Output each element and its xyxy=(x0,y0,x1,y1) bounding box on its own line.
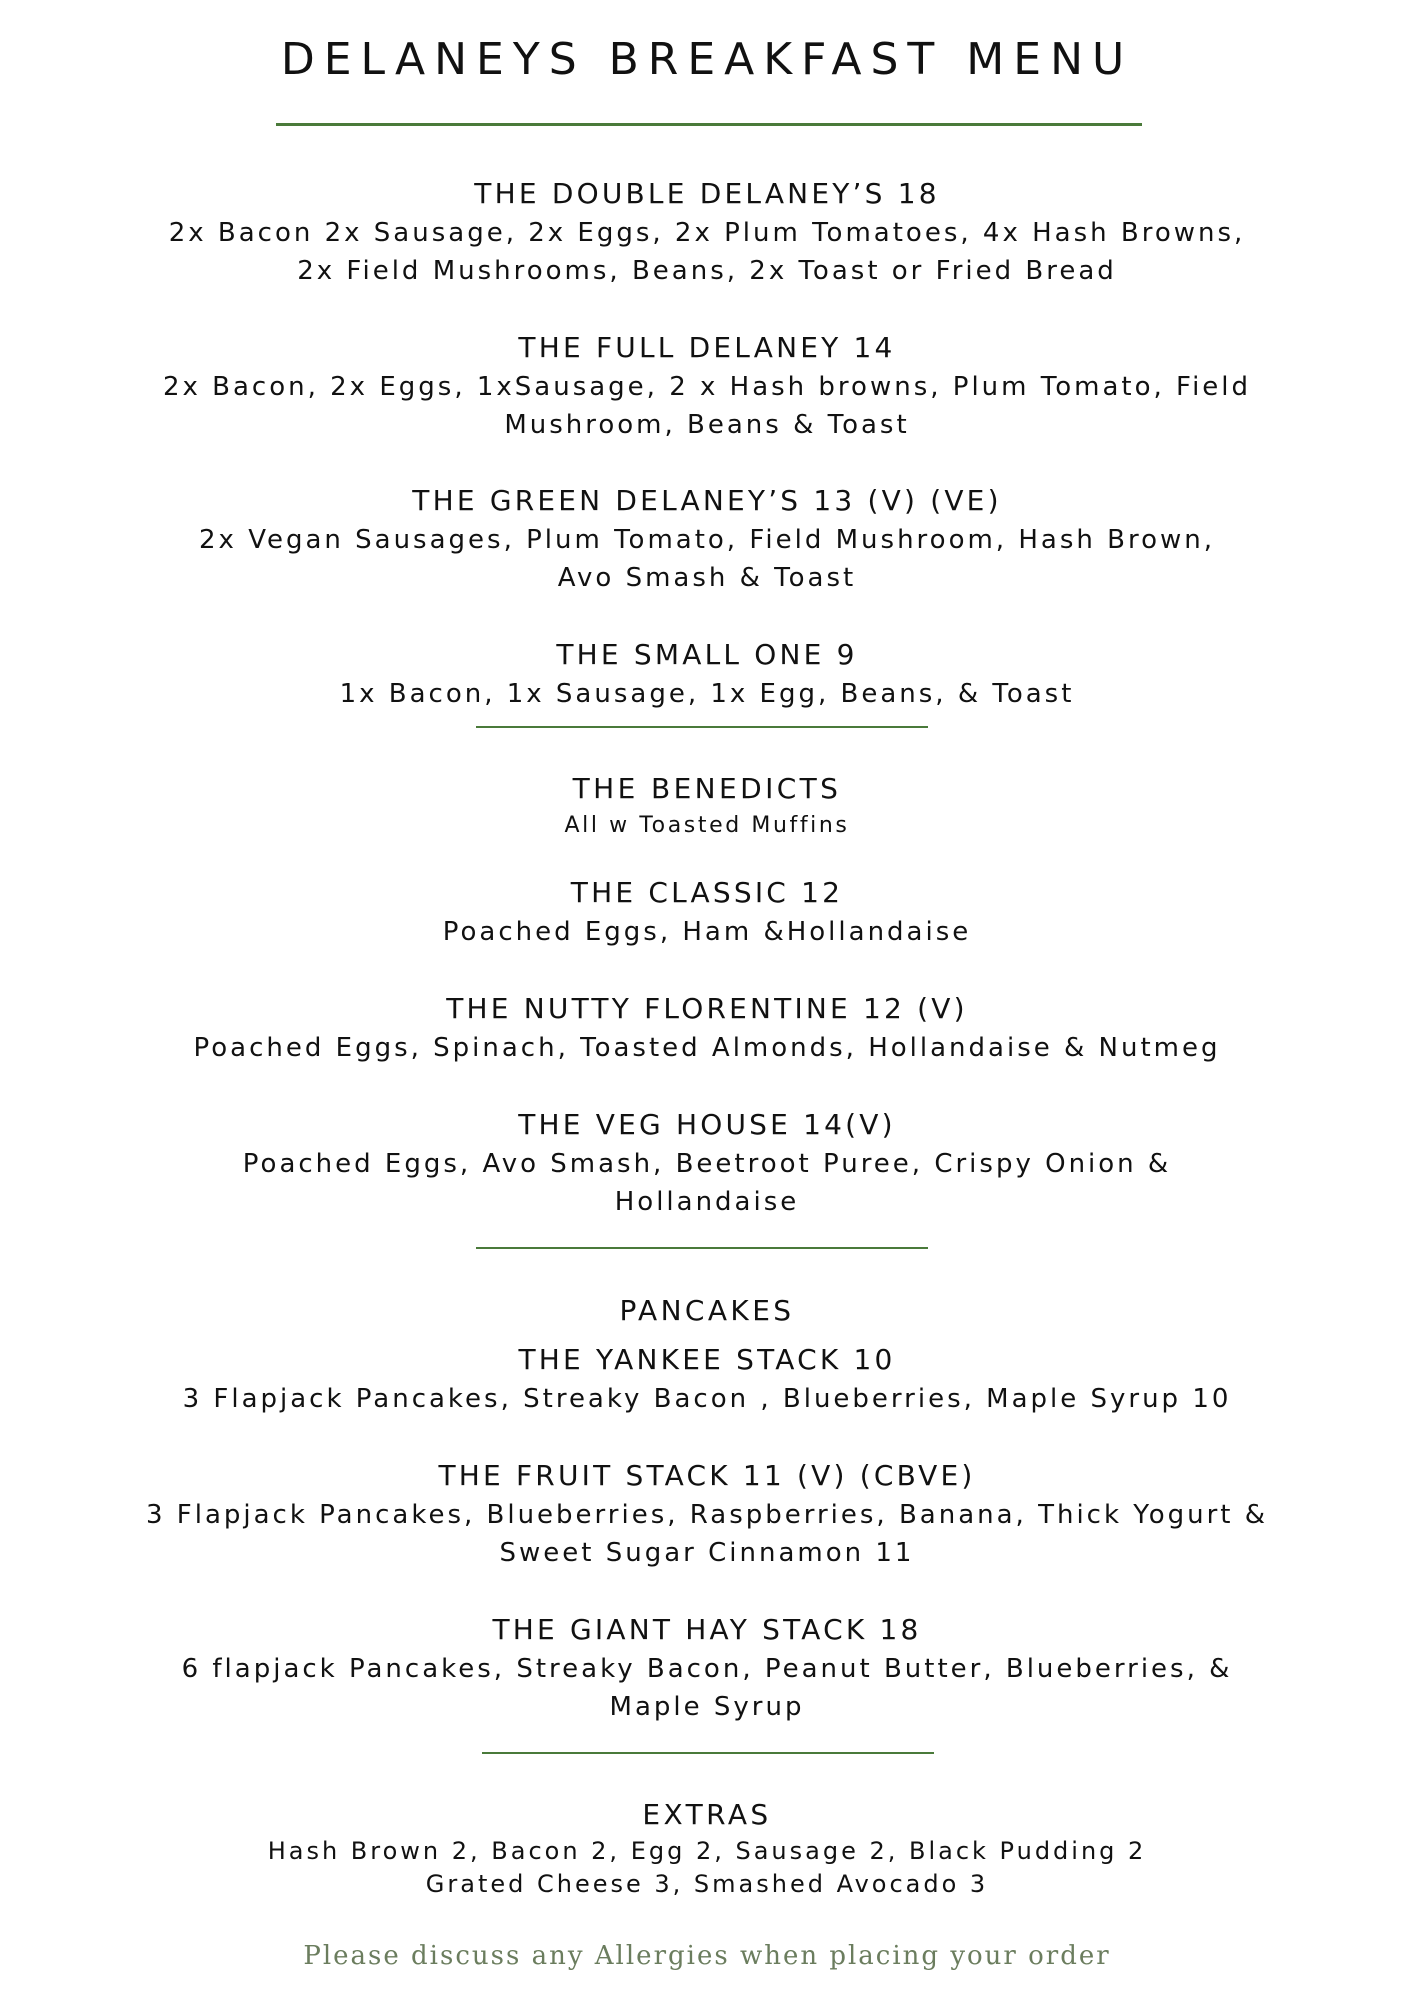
menu-item-name: THE DOUBLE DELANEY’S 18 xyxy=(474,177,940,210)
menu-item-description: 6 flapjack Pancakes, Streaky Bacon, Peanut Butter, Blueberries, & xyxy=(181,1654,1233,1684)
menu-item-description: Sweet Sugar Cinnamon 11 xyxy=(499,1538,915,1568)
menu-item-description: 2x Field Mushrooms, Beans, 2x Toast or Fried Bread xyxy=(297,256,1117,286)
menu-item-description: Hollandaise xyxy=(614,1187,800,1217)
menu-item-name: THE GREEN DELANEY’S 13 (V) (VE) xyxy=(412,484,1002,517)
extras-heading: EXTRAS xyxy=(642,1798,772,1831)
menu-item-description: 3 Flapjack Pancakes, Blueberries, Raspberries, Banana, Thick Yogurt & xyxy=(145,1500,1269,1530)
menu-item-name: THE SMALL ONE 9 xyxy=(556,638,858,671)
menu-item-description: 1x Bacon, 1x Sausage, 1x Egg, Beans, & Toast xyxy=(339,679,1075,709)
menu-item-description: Maple Syrup xyxy=(609,1692,805,1722)
section-divider xyxy=(476,1247,928,1249)
menu-item-description: Poached Eggs, Spinach, Toasted Almonds, Hollandaise & Nutmeg xyxy=(193,1033,1221,1063)
menu-item-name: THE NUTTY FLORENTINE 12 (V) xyxy=(446,992,968,1025)
title-divider xyxy=(276,123,1142,126)
menu-item-description: Mushroom, Beans & Toast xyxy=(504,410,910,440)
menu-item-description: Poached Eggs, Avo Smash, Beetroot Puree, Crispy Onion & xyxy=(242,1149,1172,1179)
pancakes-heading: PANCAKES xyxy=(619,1294,795,1327)
menu-item-name: THE YANKEE STACK 10 xyxy=(518,1343,896,1376)
benedicts-subheading: All w Toasted Muffins xyxy=(564,813,850,838)
menu-item-name: THE VEG HOUSE 14(V) xyxy=(518,1108,896,1141)
menu-item-description: 2x Vegan Sausages, Plum Tomato, Field Mushroom, Hash Brown, xyxy=(199,525,1215,555)
extras-list: Hash Brown 2, Bacon 2, Egg 2, Sausage 2, Black Pudding 2 xyxy=(267,1837,1147,1865)
menu-item-description: 2x Bacon, 2x Eggs, 1xSausage, 2 x Hash browns, Plum Tomato, Field xyxy=(162,372,1252,402)
menu-title: DELANEYS BREAKFAST MENU xyxy=(280,34,1134,85)
extras-list: Grated Cheese 3, Smashed Avocado 3 xyxy=(425,1870,989,1898)
menu-item-description: 3 Flapjack Pancakes, Streaky Bacon , Blueberries, Maple Syrup 10 xyxy=(182,1384,1232,1414)
section-divider xyxy=(476,726,928,728)
menu-item-name: THE FRUIT STACK 11 (V) (CBVE) xyxy=(438,1459,976,1492)
menu-item-description: 2x Bacon 2x Sausage, 2x Eggs, 2x Plum Tomatoes, 4x Hash Browns, xyxy=(168,218,1246,248)
benedicts-heading: THE BENEDICTS xyxy=(572,772,842,805)
menu-item-description: Poached Eggs, Ham &Hollandaise xyxy=(442,917,972,947)
section-divider xyxy=(482,1752,934,1754)
menu-item-name: THE GIANT HAY STACK 18 xyxy=(492,1613,922,1646)
menu-item-name: THE CLASSIC 12 xyxy=(570,876,844,909)
allergy-notice: Please discuss any Allergies when placing your order xyxy=(303,1941,1111,1971)
menu-item-description: Avo Smash & Toast xyxy=(557,563,857,593)
menu-item-name: THE FULL DELANEY 14 xyxy=(518,331,896,364)
